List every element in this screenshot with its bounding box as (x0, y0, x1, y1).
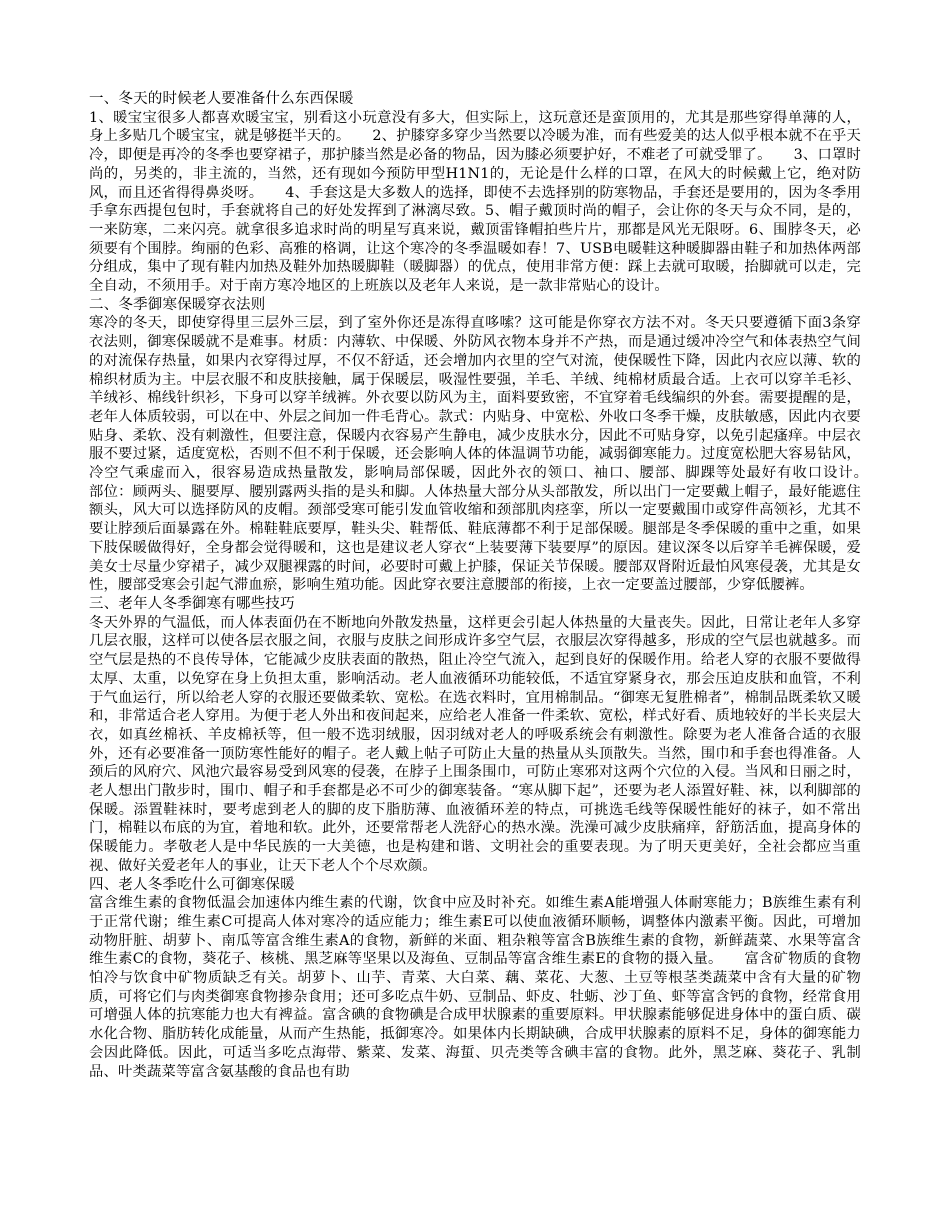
section-paragraph: 1、暖宝宝很多人都喜欢暖宝宝，别看这小玩意没有多大，但实际上，这玩意还是蛮顶用的，尤其是那些穿得单薄的人，身上多贴几个暖宝宝，就是够挺半天的。 2、护膝穿多穿少当然要以冷暖为准，而有些爱美的达人似乎根本就不在乎天冷，即便是再冷的冬季也要穿裙子，那护膝当然是必备的物品，因为膝必须要护好，不难老了可就受罪了。 3、口罩时尚的，另类的，非主流的，当然，还有现如今预防甲型H1N1的，无论是什么样的口罩，在风大的时候戴上它，绝对防风，而且还省得得鼻炎呀。 4、手套这是大多数人的选择，即使不去选择别的防寒物品，手套还是要用的，因为冬季用手拿东西提包包时，手套就将自己的好处发挥到了淋漓尽致。5、帽子戴顶时尚的帽子，会让你的冬天与众不同，是的，一来防寒，二来闪亮。就拿很多追求时尚的明星写真来说，戴顶雷锋帽拍些片片，那都是风光无限呀。6、围脖冬天，必须要有个围脖。绚丽的色彩、高雅的格调，让这个寒冷的冬季温暖如春！7、USB电暖鞋这种暖脚器由鞋子和加热体两部分组成，集中了现有鞋内加热及鞋外加热暖脚鞋（暖脚器）的优点，使用非常方便：踩上去就可取暖，抬脚就可以走，完全自动，不须用手。对于南方寒冷地区的上班族以及老年人来说，是一款非常贴心的设计。 (89, 109, 861, 295)
section-1 (89, 90, 861, 296)
section-heading: 三、老年人冬季御寒有哪些技巧 (89, 595, 295, 612)
document-page (89, 90, 890, 1081)
section-paragraph: 冬天外界的气温低，而人体表面仍在不断地向外散发热量，这样更会引起人体热量的大量丧失。因此，日常让老年人多穿几层衣服，这样可以使各层衣服之间，衣服与皮肤之间形成许多空气层，衣服层次穿得越多，形成的空气层也就越多。而空气层是热的不良传导体，它能减少皮肤表面的散热，阻止冷空气流入，起到良好的保暖作用。给老人穿的衣服不要做得太厚、太重，以免穿在身上负担太重，影响活动。老人血液循环功能较低，不适宜穿紧身衣，那会压迫皮肤和血管，不利于气血运行，所以给老人穿的衣服还要做柔软、宽松。在选衣料时，宜用棉制品。“御寒无复胜棉者”，棉制品既柔软又暖和，非常适合老人穿用。为便于老人外出和夜间起来，应给老人准备一件柔软、宽松，样式好看、质地较好的半长夹层大衣，如真丝棉袄、羊皮棉袄等，但一般不选羽绒服，因羽绒对老人的呼吸系统会有刺激性。除要为老人准备合适的衣服外，还有必要准备一顶防寒性能好的帽子。老人戴上帖子可防止大量的热量从头顶散失。当然，围巾和手套也得准备。人颈后的风府穴、风池穴最容易受到风寒的侵袭，在脖子上围条围巾，可防止寒邪对这两个穴位的入侵。当风和日丽之时，老人想出门散步时，围巾、帽子和手套都是必不可少的御寒装备。“寒从脚下起”，还要为老人添置好鞋、袜，以利脚部的保暖。添置鞋袜时，要考虑到老人的脚的皮下脂肪薄、血液循环差的特点，可挑选毛线等保暖性能好的袜子，如不常出门，棉鞋以布底的为宜，着地和软。此外，还要常帮老人洗舒心的热水澡。洗澡可减少皮肤痛痒，舒筋活血，提高身体的保暖能力。孝敬老人是中华民族的一大美德，也是构建和谐、文明社会的重要表现。为了明天更美好，全社会都应当重视、做好关爱老年人的事业，让天下老人个个尽欢颜。 (89, 614, 861, 874)
section-3 (89, 595, 861, 876)
section-2 (89, 296, 890, 595)
section-heading: 二、冬季御寒保暖穿衣法则 (89, 296, 266, 313)
section-heading: 一、冬天的时候老人要准备什么东西保暖 (89, 91, 354, 107)
section-paragraph: 寒冷的冬天，即使穿得里三层外三层，到了室外你还是冻得直哆嗦？这可能是你穿衣方法不对。冬天只要遵循下面3条穿衣法则，御寒保暖就不是难事。材质：内薄软、中保暖、外防风衣物本身并不产热，而是通过缓冲冷空气和体表热空气间的对流保存热量，如果内衣穿得过厚，不仅不舒适，还会增加内衣里的空气对流，使保暖性下降，因此内衣应以薄、软的棉织材质为主。中层衣服不和皮肤接触，属于保暖层，吸湿性要强，羊毛、羊绒、纯棉材质最合适。上衣可以穿羊毛衫、羊绒衫、棉线针织衫，下身可以穿羊绒裤。外衣要以防风为主，面料要致密，不宜穿着毛线编织的外套。需要提醒的是，老年人体质较弱，可以在中、外层之间加一件毛背心。款式：内贴身、中宽松、外收口冬季干燥，皮肤敏感，因此内衣要贴身、柔软、没有刺激性，但要注意，保暖内衣容易产生静电，减少皮肤水分，因此不可贴身穿，以免引起瘙痒。中层衣服不要过紧，适度宽松，否则不但不利于保暖，还会影响人体的体温调节功能，减弱御寒能力。过度宽松肥大容易钻风，冷空气乘虚而入，很容易造成热量散发，影响局部保暖，因此外衣的领口、袖口、腰部、脚踝等处最好有收口设计。 部位：顾两头、腿要厚、腰别露两头指的是头和脚。人体热量大部分从头部散发，所以出门一定要戴上帽子，最好能遮住额头，风大可以选择防风的皮帽。颈部受寒可能引发血管收缩和颈部肌肉痉挛，所以一定要戴围巾或穿件高领衫，尤其不要让脖颈后面暴露在外。棉鞋鞋底要厚，鞋头尖、鞋帮低、鞋底薄都不利于足部保暖。腿部是冬季保暖的重中之重，如果下肢保暖做得好，全身都会觉得暖和，这也是建议老人穿衣“上装要薄下装要厚”的原因。建议深冬以后穿羊毛裤保暖，爱美女士尽量少穿裙子，减少双腿裸露的时间，必要时可戴上护膝，保证关节保暖。腰部双肾附近最怕风寒侵袭，尤其是女性，腰部受寒会引起气滞血瘀，影响生殖功能。因此穿衣要注意腰部的衔接，上衣一定要盖过腰部，少穿低腰裤。 (89, 315, 890, 594)
section-heading: 四、老人冬季吃什么可御寒保暖 (89, 876, 295, 893)
section-paragraph: 富含维生素的食物低温会加速体内维生素的代谢，饮食中应及时补充。如维生素A能增强人体耐寒能力；B族维生素有利于正常代谢；维生素C可提高人体对寒冷的适应能力；维生素E可以使血液循环顺畅，调整体内激素平衡。因此，可增加动物肝脏、胡萝卜、南瓜等富含维生素A的食物，新鲜的米面、粗杂粮等富含B族维生素的食物，新鲜蔬菜、水果等富含维生素C的食物，葵花子、核桃、黑芝麻等坚果以及海鱼、豆制品等富含维生素E的食物的摄入量。 富含矿物质的食物怕冷与饮食中矿物质缺乏有关。胡萝卜、山芋、青菜、大白菜、藕、菜花、大葱、土豆等根茎类蔬菜中含有大量的矿物质，可将它们与肉类御寒食物掺杂食用；还可多吃点牛奶、豆制品、虾皮、牡蛎、沙丁鱼、虾等富含钙的食物，经常食用可增强人体的抗寒能力也大有裨益。富含碘的食物碘是合成甲状腺素的重要原料。甲状腺素能够促进身体中的蛋白质、碳水化合物、脂肪转化成能量，从而产生热能，抵御寒冷。如果体内长期缺碘，合成甲状腺素的原料不足，身体的御寒能力会因此降低。因此，可适当多吃点海带、紫菜、发菜、海蜇、贝壳类等含碘丰富的食物。此外，黑芝麻、葵花子、乳制品、叶类蔬菜等富含氨基酸的食品也有助 (89, 895, 861, 1080)
section-4 (89, 876, 861, 1082)
